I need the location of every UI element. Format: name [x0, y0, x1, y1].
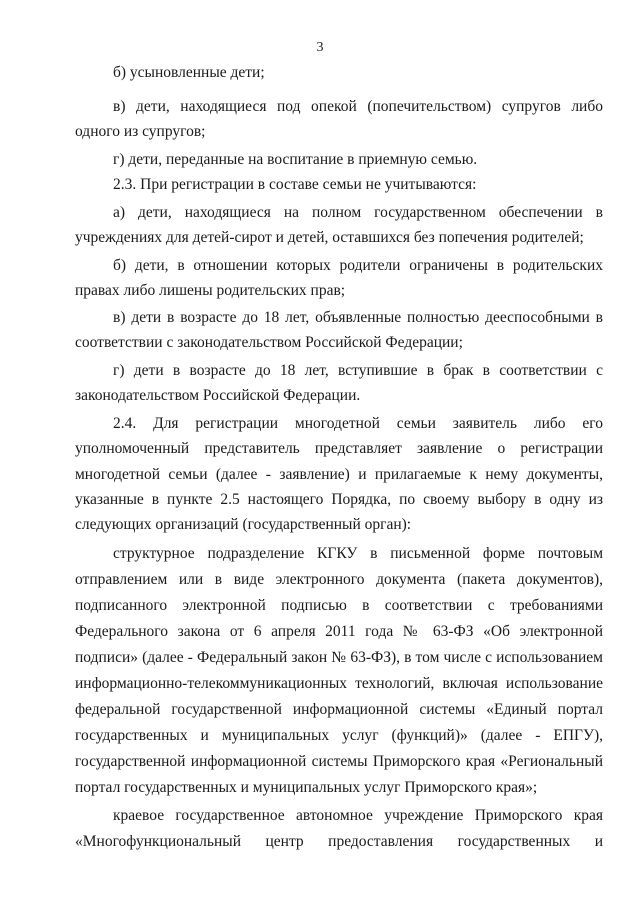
text-line: одного из супругов;: [75, 123, 206, 140]
text-line: уполномоченный представитель представляет заявление о регистрации: [75, 440, 603, 457]
text-line: учреждениях для детей-сирот и детей, оставшихся без попечения родителей;: [75, 229, 584, 246]
page-number: 3: [316, 40, 324, 55]
text-line: подписанного электронной подписью в соответствии с требованиями: [75, 597, 603, 614]
text-line: краевое государственное автономное учреждение Приморского края: [113, 807, 603, 824]
text-line: б) дети, в отношении которых родители ограничены в родительских: [113, 257, 603, 274]
text-line: отправлением или в виде электронного документа (пакета документов),: [75, 571, 603, 588]
text-line: государственной информационной системы Приморского края «Региональный: [75, 753, 603, 770]
text-line: структурное подразделение КГКУ в письменной форме почтовым: [113, 545, 603, 562]
text-line: в) дети в возрасте до 18 лет, объявленные полностью дееспособными в: [113, 309, 603, 326]
text-line: Федерального закона от 6 апреля 2011 года № 63-ФЗ «Об электронной: [75, 623, 603, 640]
text-line: подписи» (далее - Федеральный закон № 63-ФЗ), в том числе с использованием: [75, 649, 603, 666]
text-line: государственных и муниципальных услуг (функций)» (далее - ЕПГУ),: [75, 727, 603, 744]
text-line: а) дети, находящиеся на полном государственном обеспечении в: [113, 204, 603, 221]
text-line: многодетной семьи (далее - заявление) и прилагаемые к нему документы,: [75, 466, 603, 483]
text-line: следующих организаций (государственный орган):: [75, 516, 412, 533]
text-line: 2.3. При регистрации в составе семьи не учитываются:: [113, 176, 477, 193]
text-line: законодательством Российской Федерации.: [75, 387, 361, 404]
text-line: «Многофункциональный центр предоставления государственных и: [75, 833, 603, 850]
text-line: указанные в пункте 2.5 настоящего Порядка, по своему выбору в одну из: [75, 491, 603, 508]
text-line: портал государственных и муниципальных услуг Приморского края»;: [75, 779, 538, 796]
text-line: 2.4. Для регистрации многодетной семьи заявитель либо его: [113, 415, 603, 432]
text-line: б) усыновленные дети;: [113, 64, 265, 81]
text-line: федеральной государственной информационной системы «Единый портал: [75, 701, 603, 718]
text-line: г) дети, переданные на воспитание в приемную семью.: [113, 151, 478, 168]
text-line: в) дети, находящиеся под опекой (попечительством) супругов либо: [113, 98, 603, 115]
text-line: г) дети в возрасте до 18 лет, вступившие в брак в соответствии с: [113, 362, 603, 379]
text-line: правах либо лишены родительских прав;: [75, 282, 346, 299]
text-line: информационно-телекоммуникационных технологий, включая использование: [75, 675, 603, 692]
text-line: соответствии с законодательством Российской Федерации;: [75, 334, 463, 351]
